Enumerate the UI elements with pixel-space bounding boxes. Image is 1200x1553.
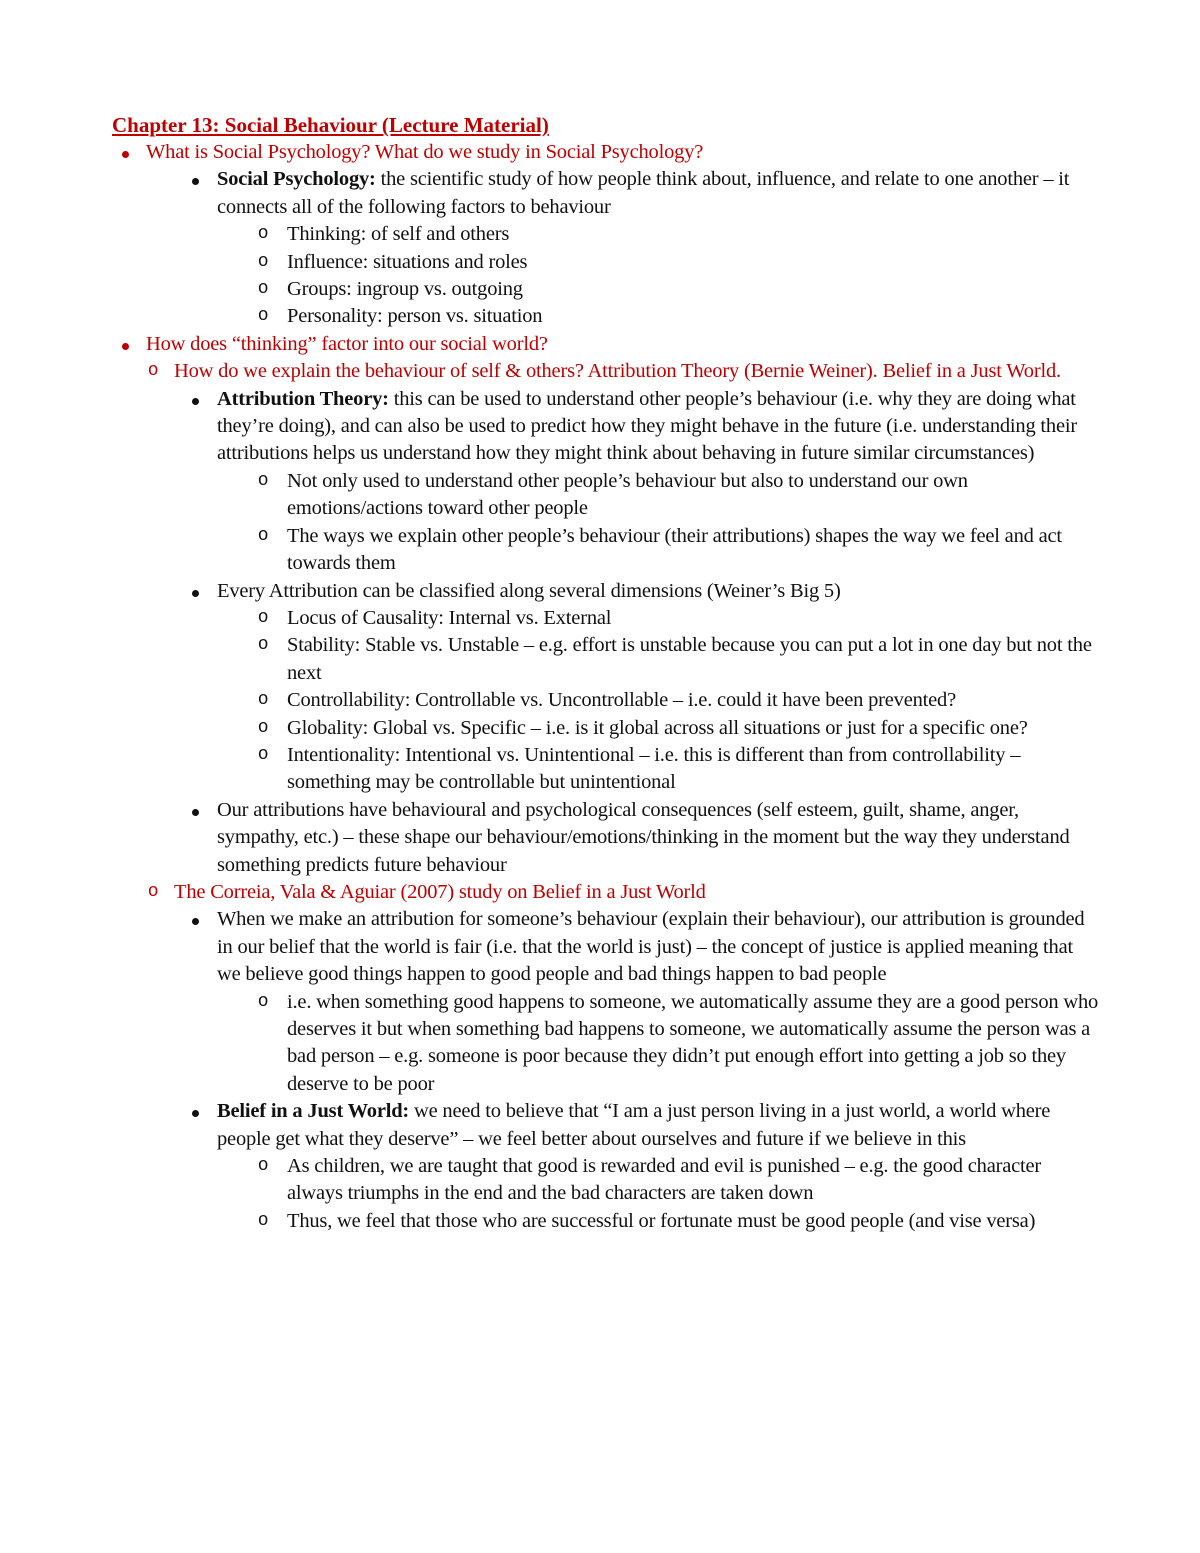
list-item [112, 605, 1100, 632]
item-text: this can be used to understand other people’s behaviour (i.e. why they are doing what they’re doing), and can also be used to predict how they might behave in the future (i.e. understanding their attributions helps us understand how they might think about behaving in future similar circumstances) [217, 387, 1078, 465]
circle-bullet-icon: o [257, 744, 269, 765]
item-text: When we make an attribution for someone’s behaviour (explain their behaviour), our attribution is grounded in our belief that the world is fair (i.e. that the world is just) – the concept of justice is applied meaning that we believe good things happen to good people and bad things happen to bad people [217, 908, 1085, 986]
circle-bullet-icon: o [257, 279, 269, 300]
bullet-icon [185, 166, 205, 193]
item-text: i.e. when something good happens to someone, we automatically assume they are a good person who deserves it but when something bad happens to someone, we automatically assume the person was a bad person – e.g. someone is poor because they didn’t put enough effort into getting a job so they deserve to be poor [287, 990, 1099, 1095]
item-term: Attribution Theory: [217, 387, 389, 410]
item-text: Globality: Global vs. Specific – i.e. is it global across all situations or just for a specific one? [287, 716, 1028, 739]
item-term: Social Psychology: [217, 168, 376, 191]
list-item [112, 742, 1100, 797]
item-text: Intentionality: Intentional vs. Unintentional – i.e. this is different than from controllability – something may be controllable but unintentional [287, 743, 1021, 794]
circle-bullet-icon: o [257, 1156, 269, 1177]
circle-bullet-icon: o [147, 881, 159, 902]
circle-bullet-icon: o [257, 1210, 269, 1231]
list-item [112, 687, 1100, 714]
list-item [112, 797, 1100, 879]
list-item [112, 715, 1100, 742]
bullet-icon [185, 797, 205, 824]
circle-bullet-icon: o [257, 690, 269, 711]
bullet-icon [185, 1098, 205, 1125]
circle-bullet-icon: o [257, 991, 269, 1012]
list-item [112, 632, 1100, 687]
item-text: Thinking: of self and others [287, 223, 510, 246]
list-item [112, 989, 1100, 1099]
circle-bullet-icon: o [257, 635, 269, 656]
item-text: How does “thinking” factor into our social world? [146, 332, 548, 355]
item-text: Every Attribution can be classified along several dimensions (Weiner’s Big 5) [217, 579, 841, 602]
list-item [112, 578, 1100, 605]
circle-bullet-icon: o [257, 470, 269, 491]
item-text: Influence: situations and roles [287, 250, 528, 273]
circle-bullet-icon: o [147, 361, 159, 382]
list-item [112, 1098, 1100, 1153]
item-text: Not only used to understand other people’s behaviour but also to understand our own emotions/actions toward other people [287, 469, 968, 520]
item-text: Groups: ingroup vs. outgoing [287, 278, 523, 301]
circle-bullet-icon: o [257, 306, 269, 327]
item-text: we need to believe that “I am a just person living in a just world, a world where people get what they deserve” – we feel better about ourselves and future if we believe in this [217, 1100, 1051, 1150]
item-term: Belief in a Just World: [217, 1100, 410, 1123]
item-text: The Correia, Vala & Aguiar (2007) study on Belief in a Just World [174, 880, 706, 903]
item-text: Controllability: Controllable vs. Uncontrollable – i.e. could it have been prevented? [287, 689, 956, 712]
list-item [112, 276, 1100, 303]
list-item [112, 221, 1100, 248]
circle-bullet-icon: o [257, 251, 269, 272]
bullet-icon [185, 386, 205, 413]
bullet-icon [185, 906, 205, 933]
item-text: The ways we explain other people’s behaviour (their attributions) shapes the way we feel and act towards them [287, 524, 1062, 575]
list-item [112, 1153, 1100, 1208]
item-text: Personality: person vs. situation [287, 305, 543, 328]
item-text: Locus of Causality: Internal vs. External [287, 606, 612, 629]
list-item [112, 1208, 1100, 1235]
circle-bullet-icon: o [257, 717, 269, 738]
item-text: How do we explain the behaviour of self & others? Attribution Theory (Bernie Weiner). Belief in a Just World. [174, 360, 1061, 383]
item-text: What is Social Psychology? What do we study in Social Psychology? [146, 141, 704, 163]
list-item [112, 523, 1100, 578]
item-text: Thus, we feel that those who are successful or fortunate must be good people (and vise versa) [287, 1209, 1036, 1232]
item-text: Stability: Stable vs. Unstable – e.g. effort is unstable because you can put a lot in one day but not the next [287, 634, 1092, 684]
bullet-icon [115, 331, 135, 358]
list-item [112, 331, 1100, 358]
list-item [112, 139, 1100, 166]
bullet-icon [185, 578, 205, 605]
list-item [112, 468, 1100, 523]
list-item [112, 166, 1100, 221]
bullet-icon [115, 139, 135, 166]
circle-bullet-icon: o [257, 607, 269, 628]
list-item [112, 386, 1100, 468]
item-text: the scientific study of how people think about, influence, and relate to one another – it connects all of the following factors to behaviour [217, 168, 1070, 218]
item-text: As children, we are taught that good is rewarded and evil is punished – e.g. the good character always triumphs in the end and the bad characters are taken down [287, 1155, 1042, 1205]
list-item [112, 906, 1100, 988]
list-item [112, 249, 1100, 276]
circle-bullet-icon: o [257, 525, 269, 546]
page-title: Chapter 13: Social Behaviour (Lecture Material) [112, 113, 549, 137]
circle-bullet-icon: o [257, 224, 269, 245]
list-item [112, 303, 1100, 330]
item-text: Our attributions have behavioural and psychological consequences (self esteem, guilt, shame, anger, sympathy, etc.) – these shape our behaviour/emotions/thinking in the moment but the way they understand something predicts future behaviour [217, 798, 1070, 876]
list-item [112, 358, 1100, 385]
list-item [112, 879, 1100, 906]
